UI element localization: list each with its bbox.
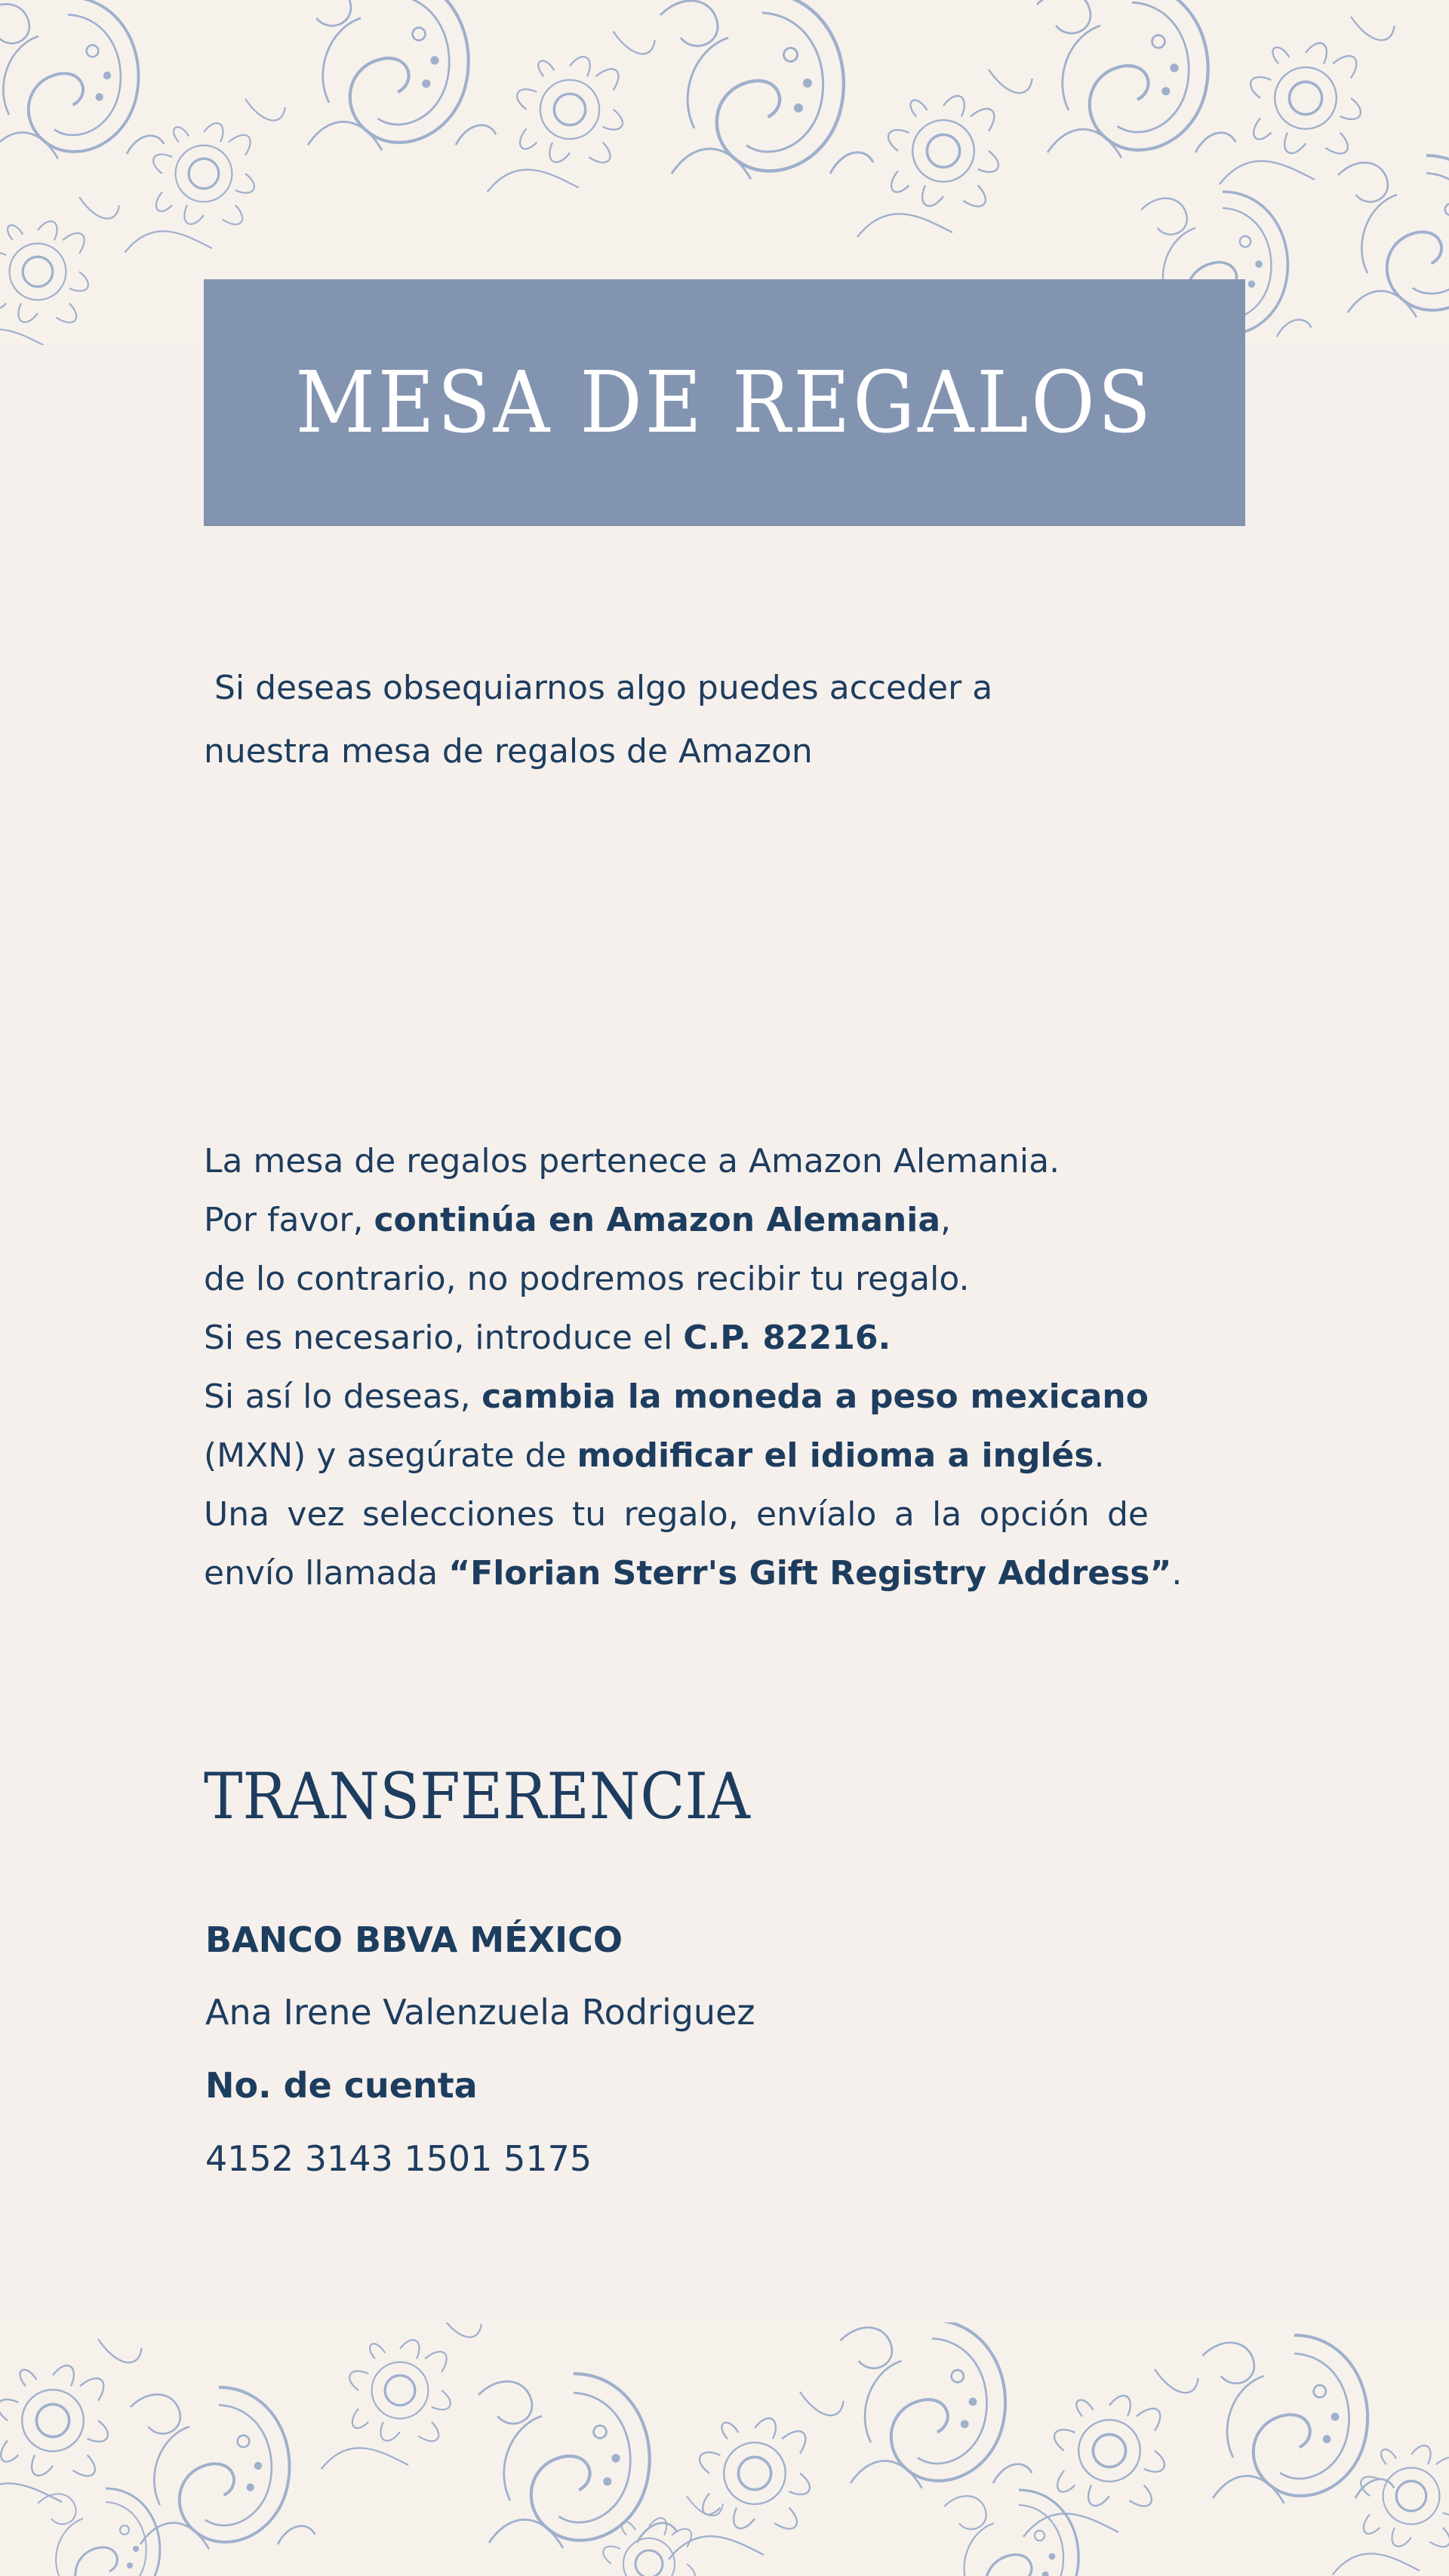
page-title: MESA DE REGALOS — [295, 353, 1154, 452]
bottom-paisley-pattern — [0, 2322, 1449, 2576]
instruction-line — [204, 1426, 1149, 1485]
intro-line: nuestra mesa de regalos de Amazon — [204, 732, 813, 771]
shipping-address-name: “Florian Sterr's Gift Registry Address” — [448, 1554, 1172, 1593]
account-number: 4152 3143 1501 5175 — [205, 2138, 592, 2179]
intro-paragraph — [204, 657, 1109, 783]
account-holder: Ana Irene Valenzuela Rodriguez — [205, 1992, 755, 2033]
bank-name: BANCO BBVA MÉXICO — [205, 1919, 623, 1960]
instruction-text: Una vez selecciones tu regalo, envíalo a la opción de — [204, 1495, 1149, 1534]
instruction-line — [204, 1132, 1149, 1191]
instruction-emphasis: cambia la moneda a peso mexicano — [481, 1377, 1149, 1416]
instruction-line — [204, 1250, 1149, 1309]
instruction-text: envío llamada — [204, 1554, 449, 1593]
instruction-text: de lo contrario, no podremos recibir tu regalo. — [204, 1260, 970, 1298]
instruction-line — [204, 1191, 1149, 1250]
instruction-text: Si es necesario, introduce el — [204, 1319, 684, 1357]
postal-code: C.P. 82216. — [683, 1319, 891, 1357]
transfer-heading: TRANSFERENCIA — [204, 1759, 750, 1833]
instruction-text: La mesa de regalos pertenece a Amazon Alemania. — [204, 1142, 1060, 1180]
instruction-line — [204, 1485, 1149, 1544]
instruction-text: . — [1171, 1554, 1183, 1593]
instruction-text: , — [940, 1201, 952, 1239]
account-label: No. de cuenta — [205, 2065, 478, 2106]
instruction-text: (MXN) y asegúrate de — [204, 1436, 577, 1475]
instruction-line — [204, 1368, 1149, 1426]
instruction-line — [204, 1544, 1183, 1603]
instruction-line — [204, 1309, 1149, 1368]
instruction-text: Por favor, — [204, 1201, 374, 1239]
title-banner — [204, 279, 1245, 526]
instructions-paragraph — [204, 1132, 1183, 1603]
instruction-text: Si así lo deseas, — [204, 1377, 482, 1416]
instruction-emphasis: continúa en Amazon Alemania — [374, 1201, 941, 1239]
intro-line: Si deseas obsequiarnos algo puedes acceder a — [204, 669, 993, 707]
instruction-emphasis: modificar el idioma a inglés — [577, 1436, 1094, 1475]
instruction-text: . — [1094, 1436, 1105, 1475]
